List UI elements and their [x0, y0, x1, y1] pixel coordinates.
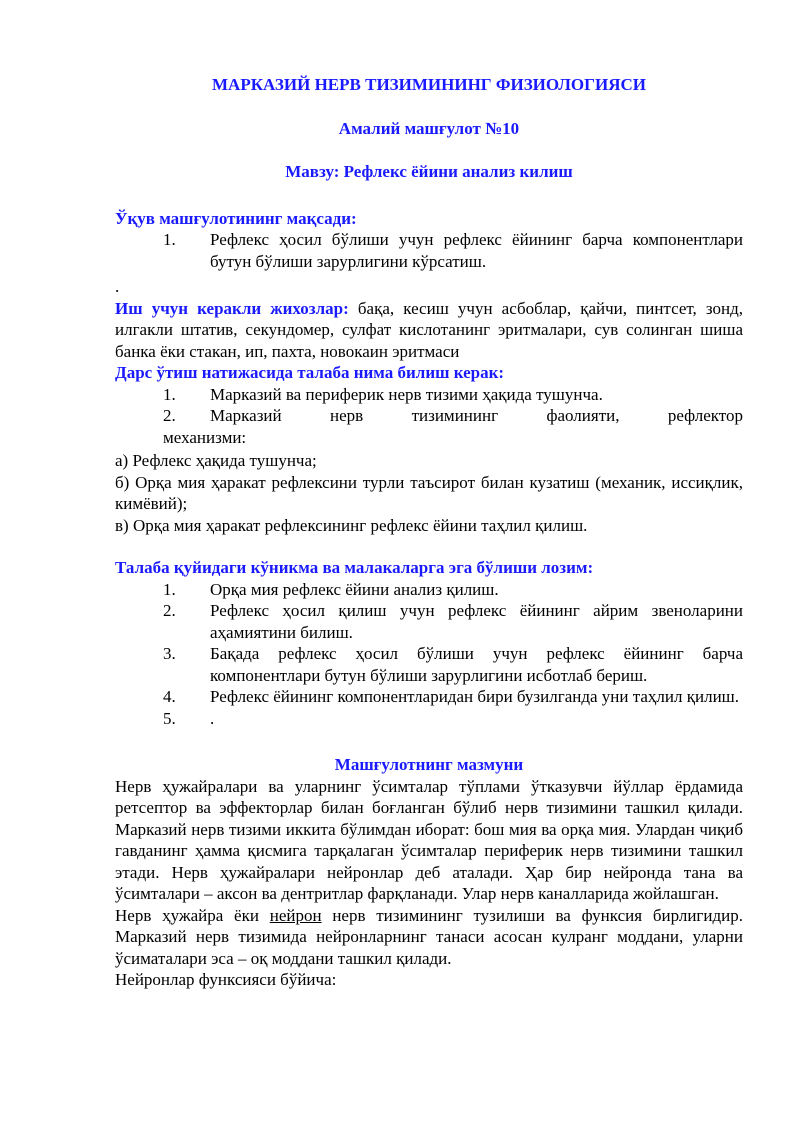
goal-item-number: 1. [163, 230, 176, 249]
skill-item-number: 3. [163, 644, 176, 663]
know-item [115, 384, 743, 406]
equipment-heading: Иш учун керакли жихозлар: [115, 298, 349, 318]
skill-item [163, 600, 743, 643]
stray-dot: . [115, 277, 120, 296]
content-paragraph-2-start: Нерв ҳужайра ёки [115, 905, 270, 925]
know-item [115, 405, 743, 427]
skill-item-number: 1. [163, 579, 176, 599]
know-item-text: Марказий ва периферик нерв тизими ҳақида тушунча. [210, 384, 603, 404]
skills-list [115, 579, 743, 730]
equipment-text: бақа, кесиш учун асбоблар, қайчи, пинтсет, зонд, илгакли штатив, секундомер, сулфат кислотанинг эритмалари, сув солинган шиша банка ёки стакан, ип, пахта, новокаин эритмаси [115, 298, 743, 361]
know-item-number: 1. [163, 384, 176, 404]
goals-heading: Ўқув машғулотининг мақсади: [115, 208, 357, 228]
skill-item-text [210, 600, 743, 643]
document-body [115, 74, 743, 991]
skill-item-text: Рефлекс ёйининг компонентларидан бири бузилганда уни таҳлил қилиш. [210, 687, 740, 706]
skill-item-text: Бақада рефлекс ҳосил бўлиши учун рефлекс ёйининг барча компонентлари бутун бўлиши зарурлигини исботлаб бериш. [210, 644, 743, 685]
skill-item-text-inner: Рефлекс ҳосил қилиш учун рефлекс ёйининг айрим звеноларини аҳамиятини билиш. [210, 601, 743, 642]
know-heading: Дарс ўтиш натижасида талаба нима билиш керак: [115, 363, 505, 382]
know-item-number: 2. [163, 406, 176, 425]
skill-item-text: . [210, 708, 215, 728]
know-sub-a: а) Рефлекс ҳақида тушунча; [115, 451, 317, 470]
content-paragraph-2 [115, 905, 743, 970]
know-item-text-line: Марказий нерв тизимининг фаолияти, рефлектор [210, 406, 743, 425]
skill-item [115, 708, 743, 730]
skill-item-number: 4. [163, 687, 176, 706]
document-title: МАРКАЗИЙ НЕРВ ТИЗИМИНИНГ ФИЗИОЛОГИЯСИ [212, 75, 646, 94]
lesson-topic: Мавзу: Рефлекс ёйини анализ килиш [285, 162, 573, 181]
skills-heading: Талаба қуйидаги кўникма ва малакаларга эга бўлиши лозим: [115, 558, 594, 577]
skill-item-text: Орқа мия рефлекс ёйини анализ қилиш. [210, 579, 499, 599]
skill-item-number: 5. [163, 708, 176, 728]
skill-item [163, 643, 743, 686]
know-item-continuation: механизми: [163, 427, 247, 447]
content-heading: Машғулотнинг мазмуни [334, 755, 524, 774]
lesson-number: Амалий машғулот №10 [338, 118, 520, 138]
content-paragraph-1: Нерв ҳужайралари ва уларнинг ўсимталар тўплами ўтказувчи йўллар ёрдамида ретсептор ва эффекторлар билан боғланган бўлиб нерв тизимини ташкил қилади. Марказий нерв тизими иккита бўлимдан иборат: бош мия ва орқа мия. Улардан чиқиб гавданинг ҳамма қисмига тарқалаган ўсимталар периферик нерв тизимини ташкил этади. Нерв ҳужайралари нейронлар деб аталади. Ҳар бир нейронда тана ва ўсимталари – аксон ва дентритлар фарқланади. Улар нерв каналларида жойлашган. [115, 776, 743, 903]
goal-item-text: Рефлекс ҳосил бўлиши учун рефлекс ёйининг барча компонентлари бутун бўлиши зарурлигини кўрсатиш. [210, 230, 743, 271]
know-sub-b: б) Орқа мия ҳаракат рефлексини турли таъсирот билан кузатиш (механик, иссиқлик, кимёвий); [115, 472, 743, 513]
know-sub-c: в) Орқа мия ҳаракат рефлексининг рефлекс ёйини таҳлил қилиш. [115, 515, 588, 535]
content-paragraph-2-end: нерв тизимининг тузилиши ва функсия бирлигидир. Марказий нерв тизимида нейронларнинг танаси асосан кулранг моддани, уларни ўсиматалари эса – оқ моддани ташкил қилади. [115, 905, 743, 968]
skill-item [163, 686, 743, 708]
neuron-link[interactable]: нейрон [269, 905, 322, 925]
content-paragraph-3: Нейронлар функсияси бўйича: [115, 970, 337, 989]
know-item-text [163, 405, 743, 427]
skill-item-number: 2. [163, 601, 176, 620]
goal-item [115, 229, 743, 272]
equipment-paragraph [115, 298, 743, 363]
skill-item [115, 579, 743, 601]
